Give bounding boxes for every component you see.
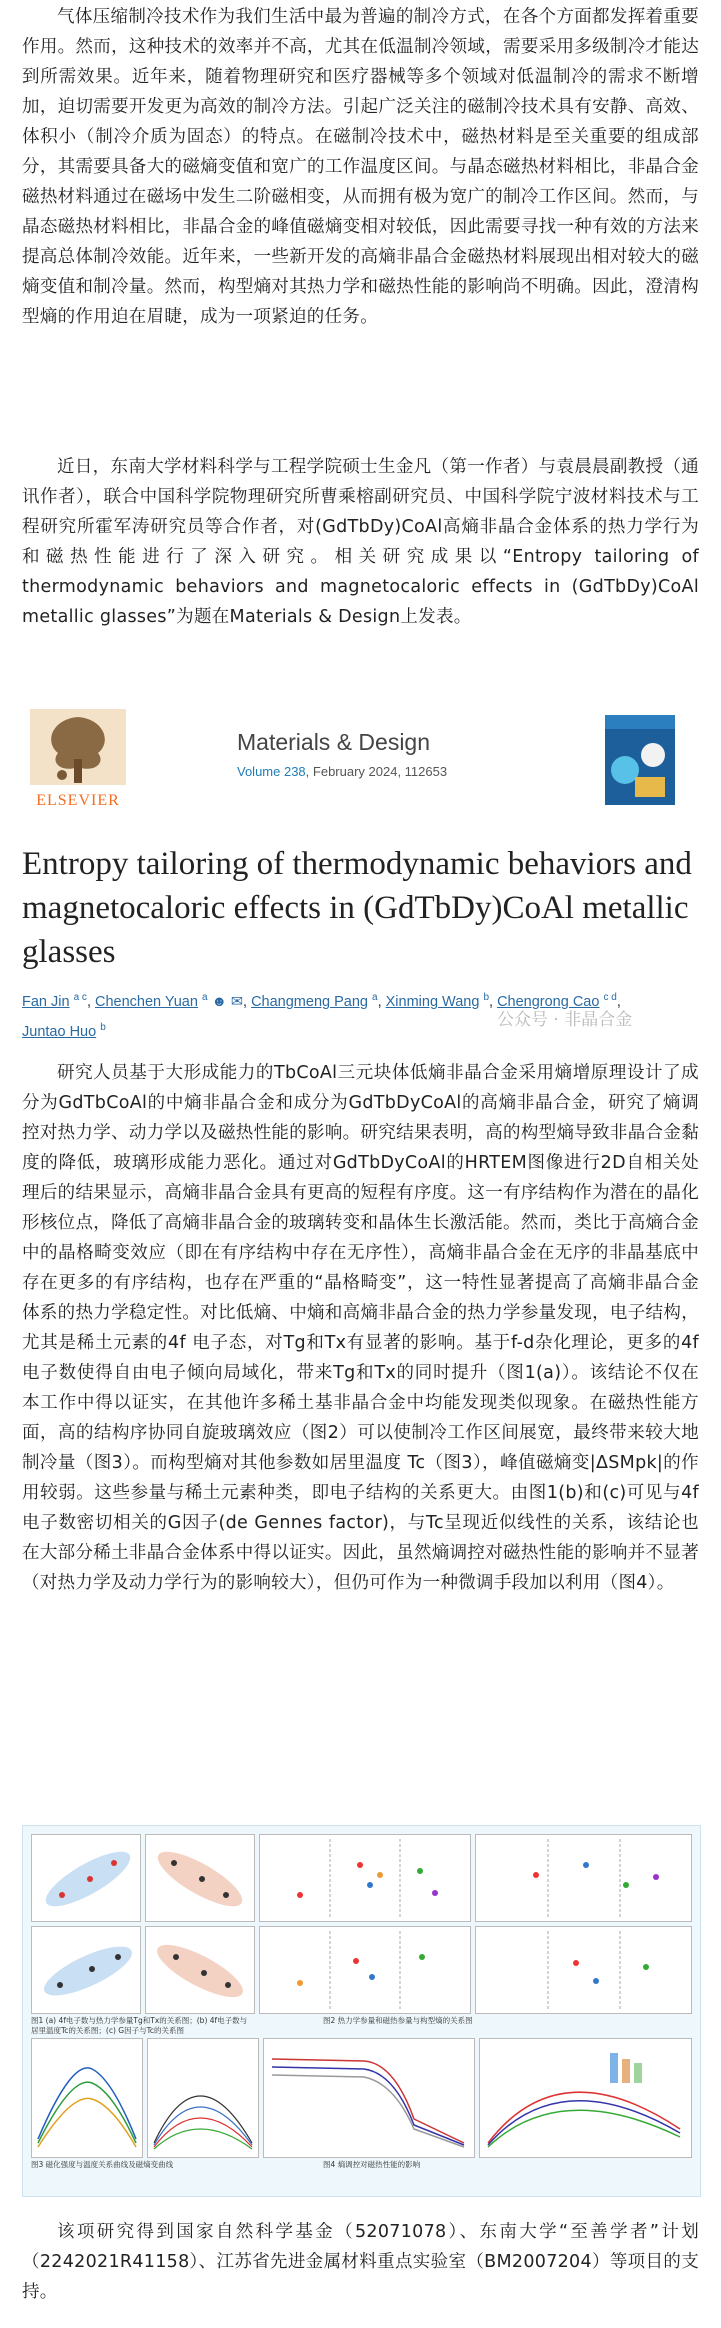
fig1-plot-a bbox=[31, 1834, 141, 1922]
elsevier-wordmark: ELSEVIER bbox=[36, 792, 120, 809]
body-paragraph: 研究人员基于大形成能力的TbCoAl三元块体低熵非晶合金采用熵增原理设计了成分为GdTbCoAl的中熵非晶合金和成分为GdTbDyCoAl的高熵非晶合金，研究了熵调控对热力学、动力学以及磁热性能的影响。研究结果表明，高的构型熵导致非晶合金黏度的降低，玻璃形成能力恶化。通过对GdTbDyCoAl的HRTEM图像进行2D自相关处理后的结果显示，高熵非晶合金具有更高的短程有序度。这一有序结构作为潜在的晶化形核位点，降低了高熵非晶合金的玻璃转变和晶体生长激活能。然而，类比于高熵合金中的晶格畸变效应（即在有序结构中存在无序性），高熵非晶合金在无序的非晶基底中存在更多的有序结构，也存在严重的“晶格畸变”，这一特性显著提高了高熵非晶合金体系的热力学稳定性。对比低熵、中熵和高熵非晶合金的热力学参量发现，电子结构，尤其是稀土元素的4f 电子态，对Tg和Tx有显著的影响。基于f-d杂化理论，更多的4f 电子数使得自由电子倾向局域化，带来Tg和Tx的同时提升（图1(a)）。该结论不仅在本工作中得以证实，在其他许多稀土基非晶合金中均能发现类似现象。在磁热性能方面，高的结构序协同自旋玻璃效应（图2）可以使制冷工作区间展宽，最终带来较大地制冷量（图3）。而构型熵对其他参数如居里温度 Tc（图3），峰值磁熵变|ΔSMpk|的作用较弱。这些参量与稀土元素种类，即电子结构的关系更大。由图1(b)和(c)可见与4f电子数密切相关的G因子(de Gennes factor)，与Tc呈现近似线性的关系，该结论也在大部分稀土非晶合金体系中得以证实。因此，虽然熵调控对磁热性能的影响并不显著（对热力学及动力学行为的影响较大），但仍可作为一种微调手段加以利用（图4）。 bbox=[22, 1063, 699, 1593]
fig1-plot-c bbox=[31, 1926, 141, 2014]
fig3-plot-a bbox=[31, 2038, 143, 2158]
author-link[interactable]: Chenchen Yuan bbox=[95, 993, 198, 1010]
funding-paragraph: 该项研究得到国家自然科学基金（52071078）、东南大学“至善学者”计划（2242021R41158）、江苏省先进金属材料重点实验室（BM2007204）等项目的支持。 bbox=[22, 2222, 699, 2302]
volume-issue: , February 2024, 112653 bbox=[305, 764, 448, 779]
author-link[interactable]: Fan Jin bbox=[22, 993, 70, 1010]
intro-paragraph: 气体压缩制冷技术作为我们生活中最为普遍的制冷方式，在各个方面都发挥着重要作用。然而，这种技术的效率并不高，尤其在低温制冷领域，需要采用多级制冷才能达到所需效果。近年来，随着物理研究和医疗器械等多个领域对低温制冷的需求不断增加，迫切需要开发更为高效的制冷方法。引起广泛关注的磁制冷技术具有安静、高效、体积小（制冷介质为固态）的特点。在磁制冷技术中，磁热材料是至关重要的组成部分，其需要具备大的磁熵变值和宽广的工作温度区间。与晶态磁热材料相比，非晶合金磁热材料通过在磁场中发生二阶磁相变，从而拥有极为宽广的制冷工作区间。然而，与晶态磁热材料相比，非晶合金的峰值磁熵变相对较低，因此需要寻找一种有效的方法来提高总体制冷效能。近年来，一些新开发的高熵非晶合金磁热材料展现出相对较大的磁熵变值和制冷量。然而，构型熵对其热力学和磁热性能的影响尚不明确。因此，澄清构型熵的作用迫在眉睫，成为一项紧迫的任务。 bbox=[22, 7, 699, 327]
journal-volume bbox=[237, 764, 447, 779]
fig2-caption: 图2 热力学参量和磁热参量与构型熵的关系图 bbox=[323, 2016, 473, 2025]
author-list: Fan Jin $^{a c}$, Chenchen Yuan $^a$ ☻ ✉, Changmeng Pang $^a$, Xinming Wang $^b$, Chengrong Cao $^{c d}$, Juntao Huo $^b$ bbox=[22, 992, 621, 1040]
volume-link[interactable]: Volume 238 bbox=[237, 764, 306, 779]
fig4-plot-b bbox=[479, 2038, 692, 2158]
fig3-plot-b bbox=[147, 2038, 259, 2158]
journal-title[interactable]: Materials & Design bbox=[237, 729, 431, 755]
figure-panel bbox=[22, 1825, 701, 2197]
journal-cover-image bbox=[605, 715, 675, 805]
fig2-plot-b bbox=[475, 1834, 692, 1922]
envelope-icon[interactable]: ✉ bbox=[230, 993, 244, 1010]
fig1-plot-d bbox=[145, 1926, 255, 2014]
fig2-plot-a bbox=[259, 1834, 471, 1922]
fig2-plot-d bbox=[475, 1926, 692, 2014]
fig1-caption: 图1 (a) 4f电子数与热力学参量Tg和Tx的关系图；(b) 4f电子数与居里温度Tc的关系图；(c) G因子与Tc的关系图 bbox=[31, 2016, 248, 2035]
fig1-plot-b bbox=[145, 1834, 255, 1922]
news-paragraph: 近日，东南大学材料科学与工程学院硕士生金凡（第一作者）与袁晨晨副教授（通讯作者），联合中国科学院物理研究所曹乘榕副研究员、中国科学院宁波材料技术与工程研究所霍军涛研究员等合作者，对(GdTbDy)CoAl高熵非晶合金体系的热力学行为和磁热性能进行了深入研究。相关研究成果以“Entropy tailoring of thermodynamic behaviors and magnetocaloric effects in (GdTbDy)CoAl metallic glasses”为题在Materials & Design上发表。 bbox=[22, 457, 699, 627]
paper-title[interactable]: Entropy tailoring of thermodynamic behaviors and magnetocaloric effects in (GdTbDy)CoAl metallic glasses bbox=[22, 846, 692, 970]
watermark: 公众号 · 非晶合金 bbox=[497, 1010, 633, 1030]
fig2-plot-c bbox=[259, 1926, 471, 2014]
author-link[interactable]: Juntao Huo bbox=[22, 1023, 97, 1040]
author-link[interactable]: Xinming Wang bbox=[385, 993, 480, 1010]
person-icon[interactable]: ☻ bbox=[211, 993, 227, 1010]
journal-header bbox=[22, 707, 699, 810]
fig3-caption: 图3 磁化强度与温度关系曲线及磁熵变曲线 bbox=[31, 2160, 174, 2169]
fig4-caption: 图4 熵调控对磁热性能的影响 bbox=[323, 2160, 421, 2169]
elsevier-logo bbox=[22, 707, 134, 810]
author-link[interactable]: Chengrong Cao bbox=[497, 993, 600, 1010]
fig4-plot-a bbox=[263, 2038, 475, 2158]
author-link[interactable]: Changmeng Pang bbox=[251, 993, 368, 1010]
